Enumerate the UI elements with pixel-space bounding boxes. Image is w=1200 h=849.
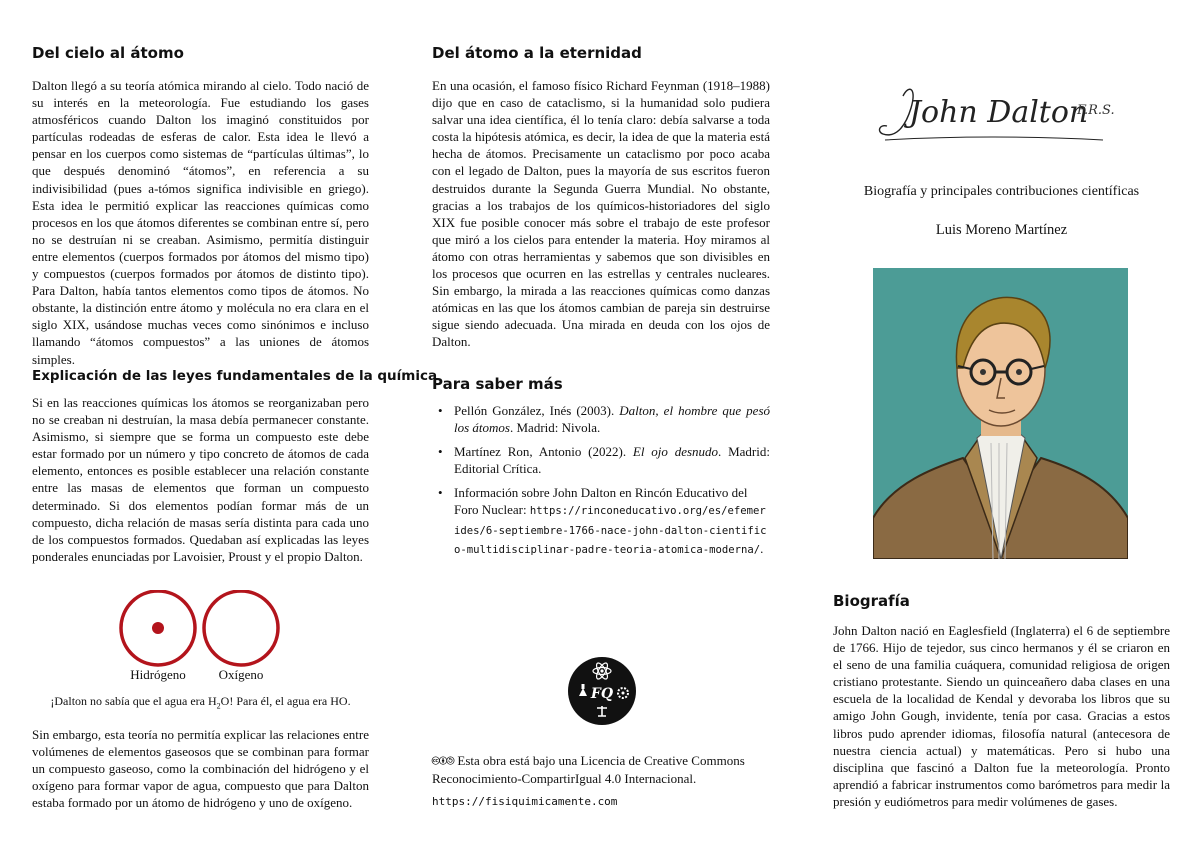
heading-del-atomo-a-la-eternidad: Del átomo a la eternidad (432, 44, 642, 62)
oxygen-atom-symbol (204, 591, 278, 665)
reference-item (432, 484, 770, 558)
water-caption-sub: 2 (216, 701, 221, 711)
john-dalton-portrait (873, 268, 1128, 559)
license-block (432, 752, 770, 787)
ref3-end: . (760, 540, 764, 556)
license-text: Esta obra está bajo una Licencia de Creative Commons Reconocimiento-CompartirIgual 4.0 Internacional. (432, 753, 745, 786)
paragraph-biografia: John Dalton nació en Eaglesfield (Inglaterra) el 6 de septiembre de 1766. Hijo de tejedor, sus cinco hermanos y él se criaron en el seno de una familia cuáquera, comunidad religiosa de origen cristiano protestante. Siendo un quinceañero daba clases en una escuela de la localidad de Kendal y devoraba los libros que su amigo John Gough, invidente, tenía por casa. Gracias a estos libros pudo aprender idiomas, filosofía natural (antecesora de nuestra ciencia actual) y matemáticas. Pero si hubo una disciplina que fascinó a Dalton fue la meteorología. Pronto aprendió a fabricar instrumentos como barómetros para medir la presión y eudiómetros para medir volúmenes de gases. (833, 623, 1170, 809)
heading-del-cielo-al-atomo: Del cielo al átomo (32, 44, 184, 62)
label-oxigeno: Oxígeno (218, 667, 264, 682)
heading-para-saber-mas: Para saber más (432, 375, 563, 393)
fq-logo-letters: FQ (590, 686, 614, 702)
site-url-link[interactable]: https://fisiquimicamente.com (432, 795, 618, 808)
heading-biografia: Biografía (833, 592, 910, 610)
subtitle: Biografía y principales contribuciones científicas (863, 184, 1140, 199)
water-caption-a: ¡Dalton no sabía que el agua era H (50, 694, 217, 708)
ref3-link[interactable]: https://rinconeducativo.org/es/efemerides/6-septiembre-1766-nace-john-dalton-cientifico-multidisciplinar-padre-teoria-atomica-moderna/ (454, 505, 767, 556)
reference-item (432, 443, 770, 477)
ref1-publisher: . Madrid: Nivola. (509, 420, 601, 436)
ref1-title: Dalton, el hombre que pesó los átomos (454, 403, 771, 436)
ref3-text: Información sobre John Dalton en Rincón Educativo del Foro Nuclear: (454, 485, 748, 518)
paragraph-eternidad: En una ocasión, el famoso físico Richard Feynman (1918–1988) dijo que en caso de cataclismo, si la humanidad solo pudiera salvar una idea científica, él lo tenía claro: debía salvarse a toda costa la hipótesis atómica, es decir, la idea de que la materia está hecha de átomos. Precisamente un cataclismo por poco acaba con el legado de Dalton, pues la mayoría de sus escritos fueron destruidos durante la Segunda Guerra Mundial. No obstante, gracias a los trabajos de los químicos-historiadores del siglo XIX fue posible conocer más sobre el trabajo de este profesor que miró a los cielos para entender la materia. Hoy miramos al átomo con otras herramientas y sabemos que son divisibles en los procesos que ocurren en las estrellas y centrales nucleares. Sin embargo, la mirada a las reacciones químicas como danzas atómicas en las que los átomos cambian de pareja sin destruirse sigue siendo adecuada. Una mirada en deuda con los ojos de Dalton. (432, 78, 770, 350)
reference-item (432, 402, 770, 436)
heading-leyes-fundamentales: Explicación de las leyes fundamentales de la química (32, 368, 438, 384)
ref2-publisher: . Madrid: Editorial Crítica. (454, 444, 770, 477)
paragraph-volumenes: Sin embargo, esta teoría no permitía explicar las relaciones entre volúmenes de elementos gaseosos que se combinan para formar un compuesto gaseoso, como la combinación del hidrógeno y el oxígeno para formar vapor de agua, compuesto que para Dalton estaba formado por un átomo de hidrógeno y uno de oxígeno. (32, 727, 369, 811)
john-dalton-signature (873, 78, 1173, 158)
water-caption (32, 694, 369, 710)
cc-license-icons: 🅭🅯🄎 (432, 754, 455, 768)
fq-logo-icon (567, 656, 637, 726)
references-list (432, 402, 770, 566)
hydrogen-center-dot (152, 622, 164, 634)
ref2-author: Martínez Ron, Antonio (2022). (454, 444, 633, 460)
label-hidrogeno: Hidrógeno (130, 667, 186, 682)
ref2-title: El ojo desnudo (632, 444, 719, 460)
paragraph-cielo-atomo: Dalton llegó a su teoría atómica mirando al cielo. Todo nació de su interés en la meteorología. Fue estudiando los gases atmosféricos cuando Dalton los imaginó constituidos por partículas rodeadas de esferas de calor. Esta idea le llevó a pensar en los cuerpos como sistemas de “partículas últimas”, lo que después denominó “átomos”, en referencia a su indivisibilidad (pues a-tómos significa indivisible en griego). Esta idea le permitió explicar las reacciones químicas como procesos en los que átomos diferentes se combinan entre sí, pero no se destruían ni se creaban. Asimismo, permitía distinguir entre elementos (cuerpos formados por átomos del mismo tipo) y compuestos (cuerpos formados por átomos de distinto tipo). Para Dalton, había tantos elementos como tipos de átomos. No obstante, la distinción entre átomo y molécula no era clara en el siglo XIX, usándose muchas veces como sinónimos e incluso llamando “átomos compuestos” a las uniones de átomos simples. (32, 78, 369, 367)
ref1-author: Pellón González, Inés (2003). (454, 403, 620, 418)
paragraph-leyes: Si en las reacciones químicas los átomos se reorganizaban pero no se creaban ni destruían, la masa debía permanecer constante. Asimismo, si siempre que se forma un compuesto este debe estar formado por un número y tipo concreto de átomos de cada elemento, entonces es posible establecer una relación constante entre las masas de elementos que forman un compuesto determinado. Si dos elementos podían formar más de un compuesto, dicha relación de masas sería distinta para cada uno de los compuestos formados. Quedaban así explicadas las leyes ponderales enunciadas por Lavoisier, Proust y el propio Dalton. (32, 395, 369, 564)
signature-text: John Dalton (909, 95, 1089, 130)
water-caption-b: O! Para él, el agua era HO. (220, 694, 351, 708)
signature-suffix: F.R.S. (1077, 103, 1115, 118)
author-name: Luis Moreno Martínez (935, 222, 1068, 238)
